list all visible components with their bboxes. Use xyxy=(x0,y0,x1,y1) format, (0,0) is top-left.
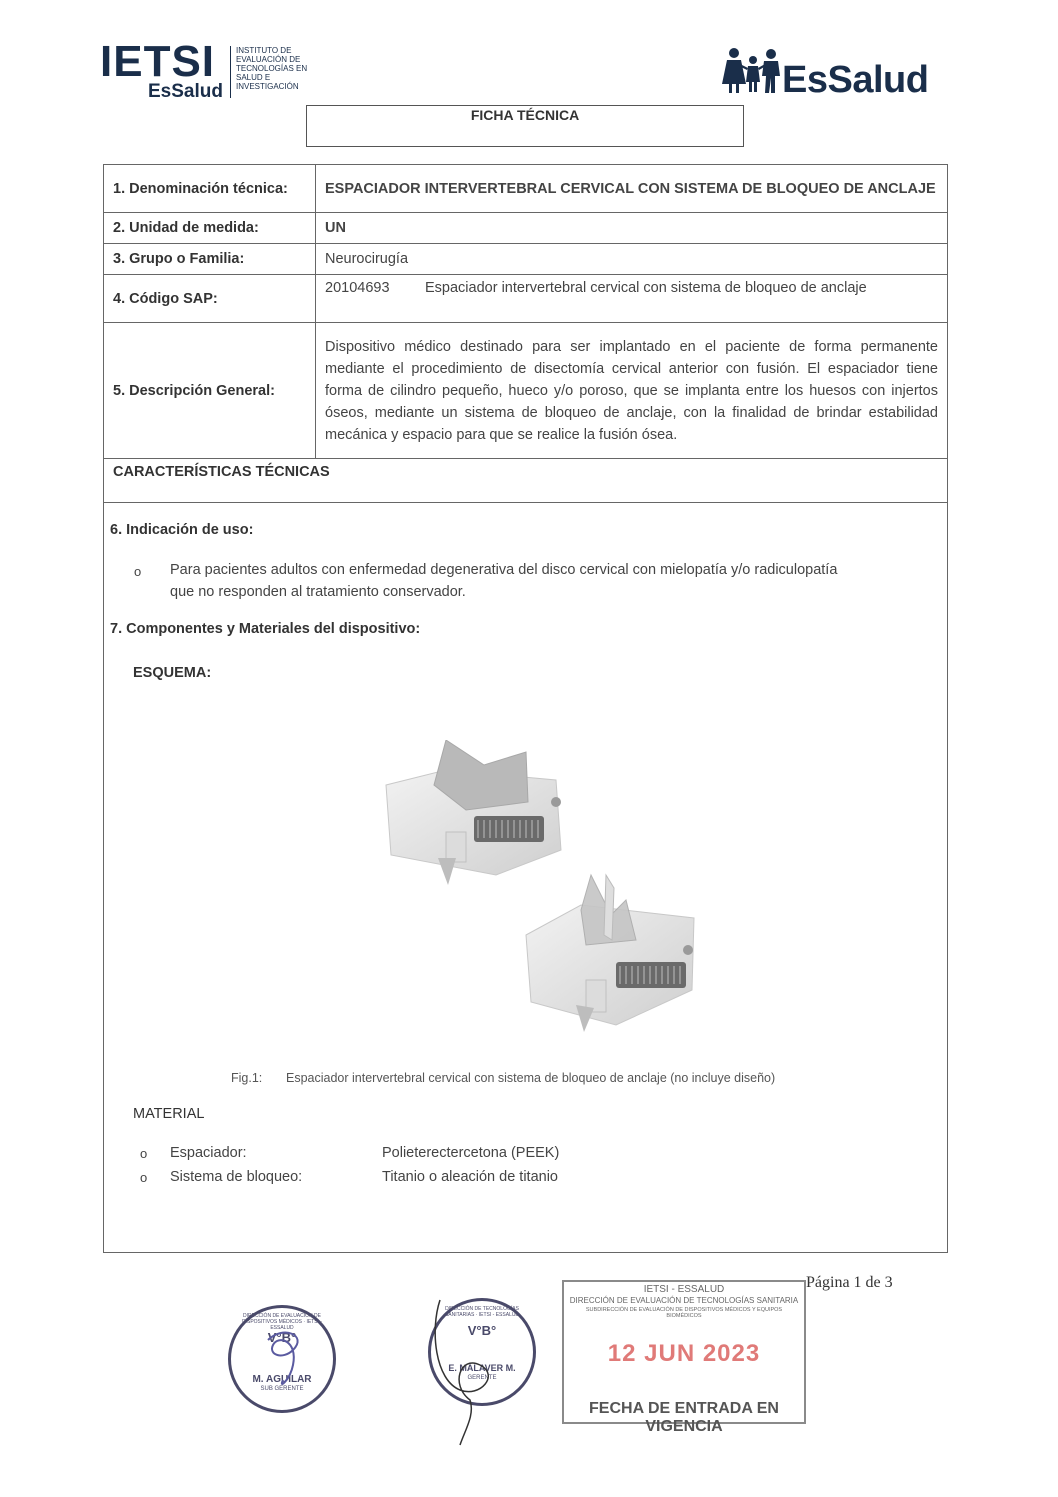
figure-caption-label: Fig.1: xyxy=(231,1071,263,1085)
stamp-name: M. AGUILAR xyxy=(252,1374,312,1385)
table-row xyxy=(104,213,948,244)
essalud-logo-word: EsSalud xyxy=(782,59,929,101)
indicacion-title: 6. Indicación de uso: xyxy=(110,522,254,538)
material-value: Polieterectercetona (PEEK) xyxy=(382,1145,560,1161)
label-denominacion: 1. Denominación técnica: xyxy=(104,165,316,213)
stamp-vb: V°B° xyxy=(267,1330,297,1345)
stamp-name: E. MALAVER M. xyxy=(448,1363,516,1373)
stamp-vigencia: FECHA DE ENTRADA EN VIGENCIA xyxy=(589,1400,779,1435)
signature-1-icon xyxy=(238,1320,328,1400)
material-value: Titanio o aleación de titanio xyxy=(382,1169,558,1185)
stamp-vb: V°B° xyxy=(467,1323,497,1338)
indicacion-bullet: o xyxy=(134,564,142,579)
material-name: Espaciador: xyxy=(170,1145,247,1161)
spacer-device-bottom xyxy=(526,875,694,1032)
value-grupo: Neurocirugía xyxy=(316,244,948,275)
stamp-date: 12 JUN 2023 xyxy=(607,1340,761,1367)
essalud-people-logo-icon xyxy=(722,46,782,94)
figure-caption-text: Espaciador intervertebral cervical con sistema de bloqueo de anclaje (no incluye diseño) xyxy=(286,1071,776,1085)
material-name: Sistema de bloqueo: xyxy=(170,1169,303,1185)
componentes-title: 7. Componentes y Materiales del dispositivo: xyxy=(110,621,421,637)
indicacion-text-line1: Para pacientes adultos con enfermedad degenerativa del disco cervical con mielopatía y/o radiculopatía xyxy=(170,562,838,578)
ietsi-logo-sub: EsSalud xyxy=(148,81,223,102)
material-label: MATERIAL xyxy=(133,1106,205,1122)
logo-divider xyxy=(230,46,231,98)
material-bullet: o xyxy=(140,1146,148,1161)
value-denominacion: ESPACIADOR INTERVERTEBRAL CERVICAL CON SISTEMA DE BLOQUEO DE ANCLAJE xyxy=(316,165,948,213)
device-illustration xyxy=(376,740,706,1040)
table-row xyxy=(104,165,948,213)
stamp-ring-text: DIRECCIÓN DE EVALUACIÓN DE DISPOSITIVOS MÉDICOS · IETSI - ESSALUD xyxy=(241,1313,322,1331)
table-row xyxy=(104,459,948,503)
stamp-org: IETSI - ESSALUD xyxy=(643,1284,725,1295)
stamp-role: SUB GERENTE xyxy=(260,1386,304,1392)
table-row xyxy=(104,275,948,323)
sap-description: Espaciador intervertebral cervical con sistema de bloqueo de anclaje xyxy=(425,280,867,296)
section-caracteristicas: CARACTERÍSTICAS TÉCNICAS xyxy=(104,459,948,503)
stamp-subdireccion: SUBDIRECCIÓN DE EVALUACIÓN DE DISPOSITIVOS MÉDICOS Y EQUIPOS BIOMÉDICOS xyxy=(585,1307,783,1319)
stamp-ring-text: DIRECCIÓN DE TECNOLOGÍAS SANITARIAS · IETSI - ESSALUD xyxy=(444,1306,520,1318)
stamp-direccion: DIRECCIÓN DE EVALUACIÓN DE TECNOLOGÍAS SANITARIA xyxy=(569,1296,799,1305)
indicacion-text-line2: que no responden al tratamiento conservador. xyxy=(170,584,466,600)
ietsi-logo-word: IETSI xyxy=(100,37,216,86)
value-codigo-sap xyxy=(316,275,948,323)
document-title: FICHA TÉCNICA xyxy=(470,107,580,123)
value-unidad: UN xyxy=(316,213,948,244)
page-number: Página 1 de 3 xyxy=(806,1274,893,1291)
label-unidad: 2. Unidad de medida: xyxy=(104,213,316,244)
stamp-role: GERENTE xyxy=(467,1375,497,1381)
label-descripcion: 5. Descripción General: xyxy=(104,323,316,459)
table-row xyxy=(104,244,948,275)
material-bullet: o xyxy=(140,1170,148,1185)
ietsi-institution-text: INSTITUTO DE EVALUACIÓN DE TECNOLOGÍAS EN SALUD E INVESTIGACIÓN xyxy=(236,46,308,91)
spacer-device-top xyxy=(386,740,561,885)
sap-code: 20104693 xyxy=(325,280,390,296)
label-codigo-sap: 4. Código SAP: xyxy=(104,275,316,323)
signature-2-icon xyxy=(420,1290,520,1450)
spec-table xyxy=(103,164,948,503)
esquema-label: ESQUEMA: xyxy=(133,665,212,681)
value-descripcion: Dispositivo médico destinado para ser implantado en el paciente de forma permanente mediante el procedimiento de disectomía cervical anterior con fusión. El espaciador tiene forma de cilindro pequeño, hueco y/o poroso, que se implanta entre los huesos con injertos óseos, mediante un sistema de bloqueo de anclaje, con la finalidad de brindar estabilidad mecánica y espacio para que se realice la fusión ósea. xyxy=(316,323,948,459)
label-grupo: 3. Grupo o Familia: xyxy=(104,244,316,275)
table-row xyxy=(104,323,948,459)
